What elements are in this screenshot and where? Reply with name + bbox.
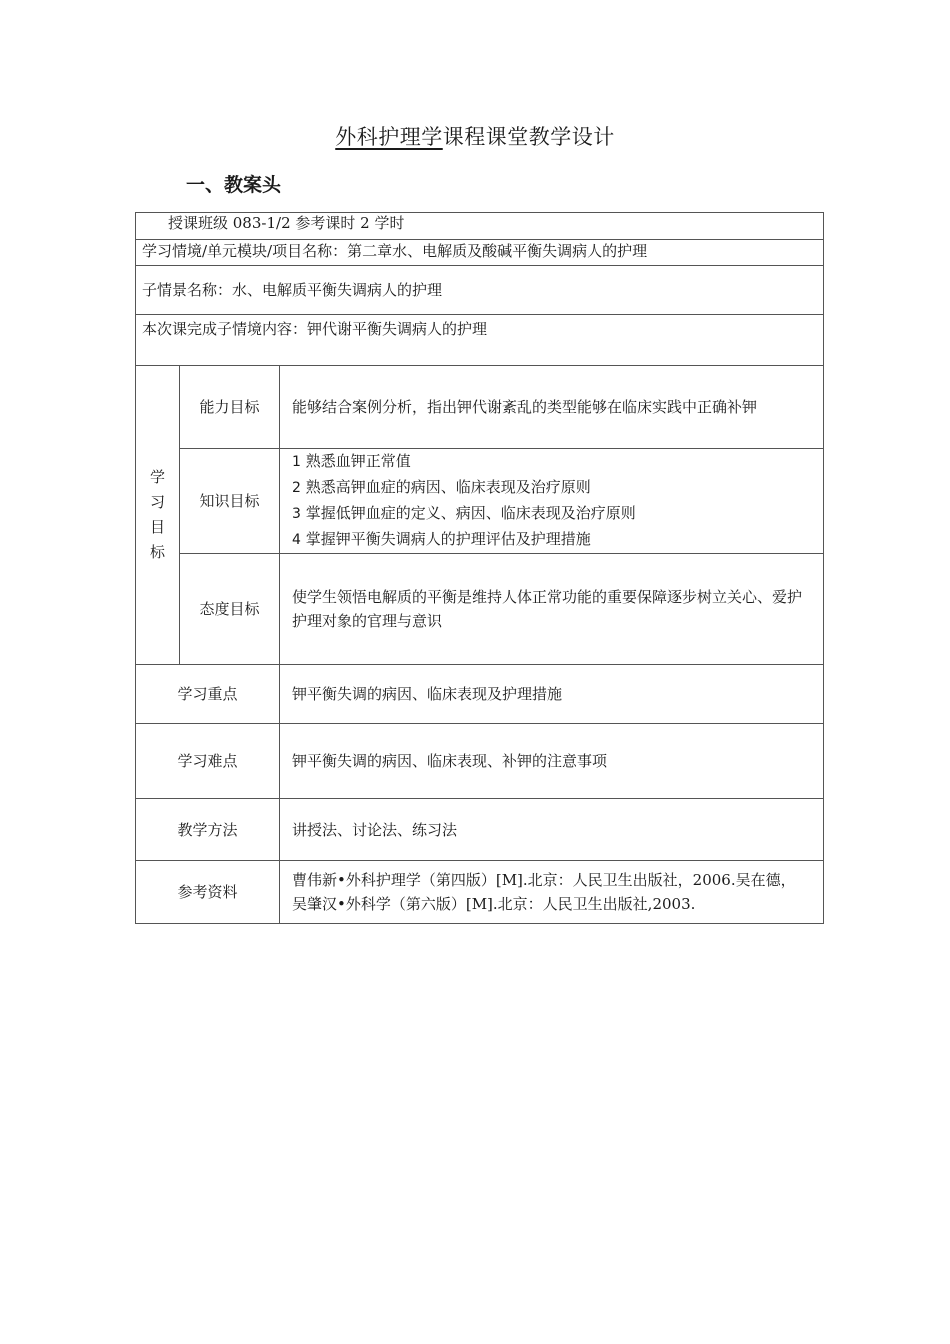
objectives-label: 学习目标 (149, 468, 165, 561)
knowledge-label: 知识目标 (180, 449, 280, 554)
knowledge-item: 1 熟悉血钾正常值 (292, 452, 411, 470)
references-label: 参考资料 (136, 861, 280, 924)
objectives-label-cell (136, 366, 180, 665)
sub-scenario-row (136, 266, 824, 315)
difficulties-label: 学习难点 (136, 724, 280, 799)
lesson-plan-table (135, 212, 824, 924)
class-info-cell: 授课班级 083-1/2 参考课时 2 学时 (136, 213, 824, 240)
methods-row (136, 799, 824, 861)
lesson-content-cell: 本次课完成子情境内容：钾代谢平衡失调病人的护理 (136, 315, 824, 366)
difficulties-text: 钾平衡失调的病因、临床表现、补钾的注意事项 (280, 724, 824, 799)
methods-label: 教学方法 (136, 799, 280, 861)
knowledge-list (280, 449, 824, 554)
ability-label: 能力目标 (180, 366, 280, 449)
lesson-content-row (136, 315, 824, 366)
references-text: 曹伟新•外科护理学（第四版）[M].北京：人民卫生出版社，2006.吴在德，吴肇汉•外科学（第六版）[M].北京：人民卫生出版社,2003. (280, 861, 824, 924)
attitude-row (136, 554, 824, 665)
class-info-row (136, 213, 824, 240)
knowledge-item: 3 掌握低钾血症的定义、病因、临床表现及治疗原则 (292, 504, 636, 522)
section-heading: 一、教案头 (186, 174, 282, 196)
key-points-text: 钾平衡失调的病因、临床表现及护理措施 (280, 665, 824, 724)
key-points-row (136, 665, 824, 724)
methods-text: 讲授法、讨论法、练习法 (280, 799, 824, 861)
knowledge-item: 4 掌握钾平衡失调病人的护理评估及护理措施 (292, 530, 591, 548)
scenario-row (136, 240, 824, 266)
references-row (136, 861, 824, 924)
scenario-cell: 学习情境/单元模块/项目名称：第二章水、电解质及酸碱平衡失调病人的护理 (136, 240, 824, 266)
title-course-name: 外科护理学 (335, 125, 443, 149)
knowledge-item: 2 熟悉高钾血症的病因、临床表现及治疗原则 (292, 478, 591, 496)
key-points-label: 学习重点 (136, 665, 280, 724)
ability-row (136, 366, 824, 449)
attitude-text: 使学生领悟电解质的平衡是维持人体正常功能的重要保障逐步树立关心、爱护护理对象的官理与意识 (280, 554, 824, 665)
document-title (0, 121, 950, 151)
title-rest: 课程课堂教学设计 (442, 125, 615, 149)
sub-scenario-cell: 子情景名称：水、电解质平衡失调病人的护理 (136, 266, 824, 315)
difficulties-row (136, 724, 824, 799)
ability-text: 能够结合案例分析，指出钾代谢紊乱的类型能够在临床实践中正确补钾 (280, 366, 824, 449)
knowledge-row (136, 449, 824, 554)
attitude-label: 态度目标 (180, 554, 280, 665)
